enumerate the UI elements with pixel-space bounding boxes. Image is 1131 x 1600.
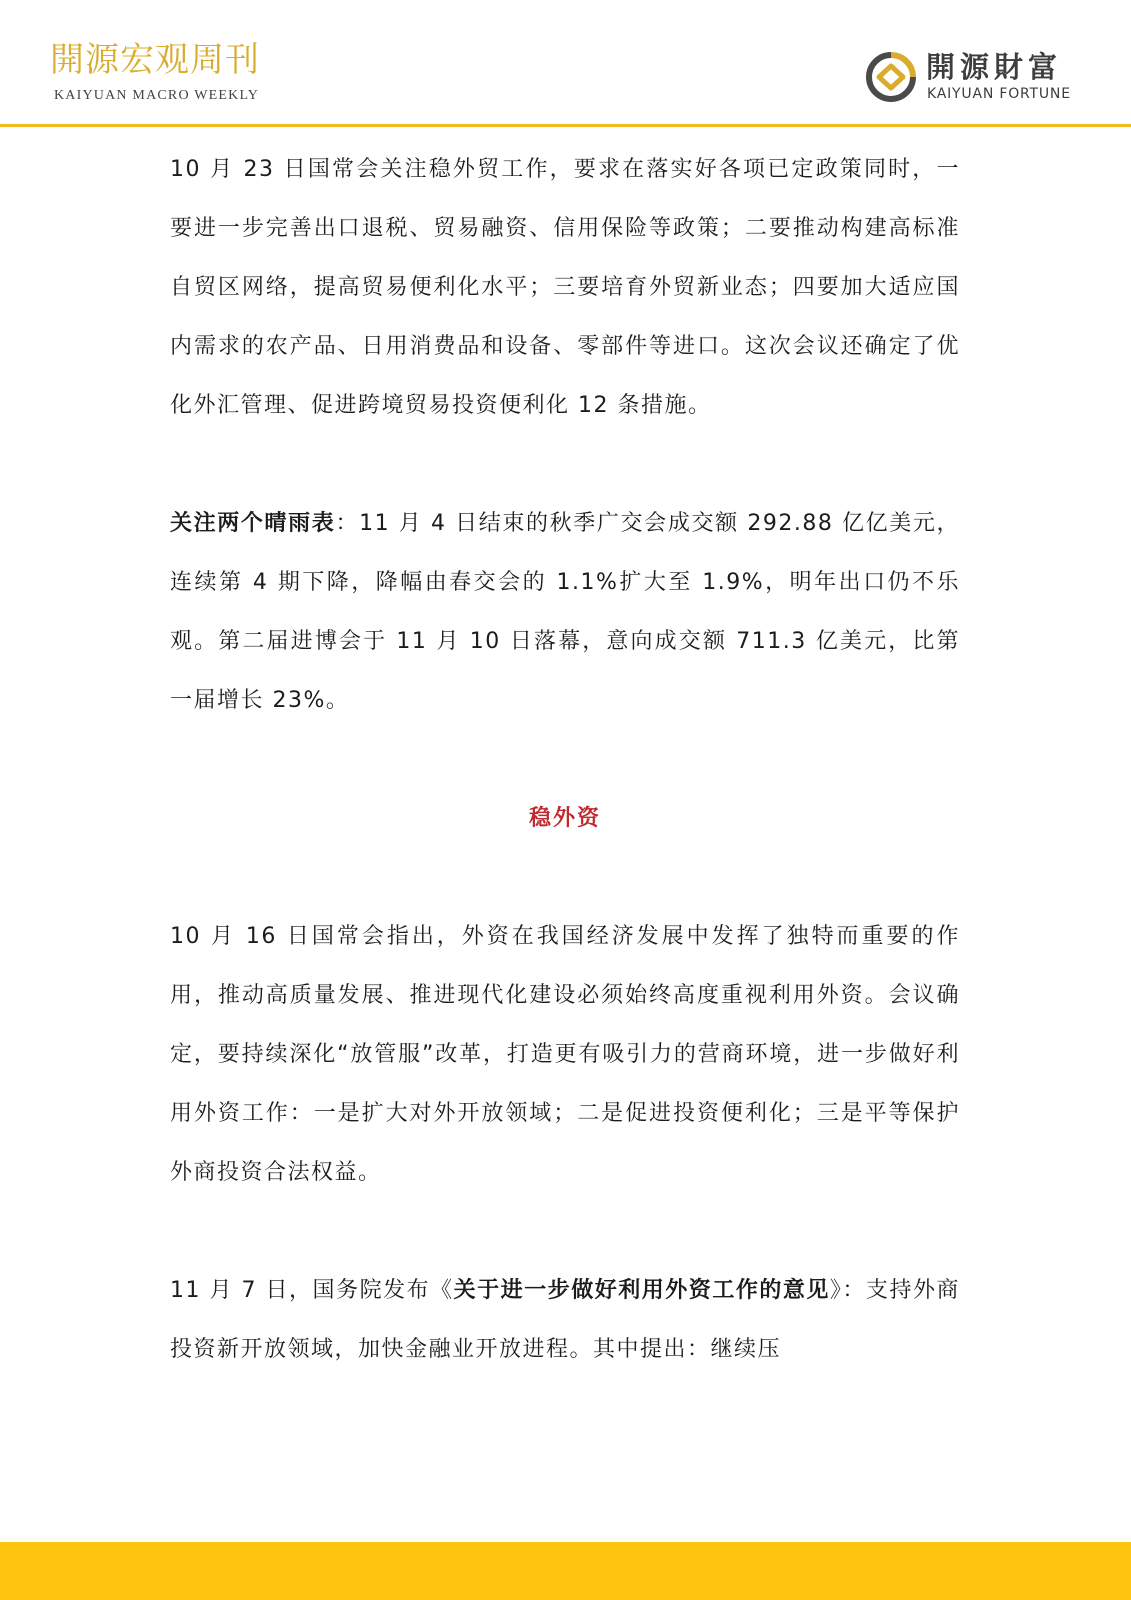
document-title-bold: 关于进一步做好利用外资工作的意见	[453, 1278, 830, 1303]
footer-bar	[0, 1542, 1131, 1600]
kaiyuan-logo-icon	[866, 52, 916, 102]
section-title-stabilize-foreign-investment: 稳外资	[528, 806, 601, 831]
spacer	[170, 730, 960, 789]
spacer	[170, 435, 960, 494]
kaiyuan-fortune-logo	[866, 50, 1106, 108]
logo-text-en: KAIYUAN FORTUNE	[927, 86, 1071, 102]
paragraph-stabilize-trade: 10 月 23 日国常会关注稳外贸工作，要求在落实好各项已定政策同时，一要进一步完善出口退税、贸易融资、信用保险等政策；二要推动构建高标准自贸区网络，提高贸易便利化水平；三要培育外贸新业态；四要加大适应国内需求的农产品、日用消费品和设备、零部件等进口。这次会议还确定了优化外汇管理、促进跨境贸易投资便利化 12 条措施。	[170, 157, 960, 418]
spacer	[170, 848, 960, 907]
header-divider	[0, 124, 1131, 127]
paragraph-two-barometers	[170, 494, 960, 730]
paragraph-text: 》：支持外商投资新开放领域，加快金融业开放进程。其中提出：继续压	[170, 1278, 960, 1362]
paragraph-state-council-meeting: 10 月 16 日国常会指出，外资在我国经济发展中发挥了独特而重要的作用，推动高质量发展、推进现代化建设必须始终高度重视利用外资。会议确定，要持续深化“放管服”改革，打造更有吸引力的营商环境，进一步做好利用外资工作：一是扩大对外开放领域；二是促进投资便利化；三是平等保护外商投资合法权益。	[170, 924, 960, 1185]
paragraph-text: ：11 月 4 日结束的秋季广交会成交额 292.88 亿亿美元，连续第 4 期下降，降幅由春交会的 1.1%扩大至 1.9%，明年出口仍不乐观。第二届进博会于 11 月 10 日落幕，意向成交额 711.3 亿美元，比第一届增长 23%。	[170, 511, 960, 713]
paragraph-state-council-opinion	[170, 1261, 960, 1379]
brand-title: 開源宏观周刊	[50, 40, 260, 80]
spacer	[170, 1202, 960, 1261]
page-header	[0, 0, 1131, 128]
brand-subtitle: KAIYUAN MACRO WEEKLY	[54, 88, 260, 103]
logo-text-cn: 開源財富	[926, 50, 1063, 84]
paragraph-lead-bold: 关注两个晴雨表	[170, 511, 336, 536]
paragraph-text: 11 月 7 日，国务院发布《	[170, 1278, 454, 1303]
document-body	[170, 140, 960, 1379]
